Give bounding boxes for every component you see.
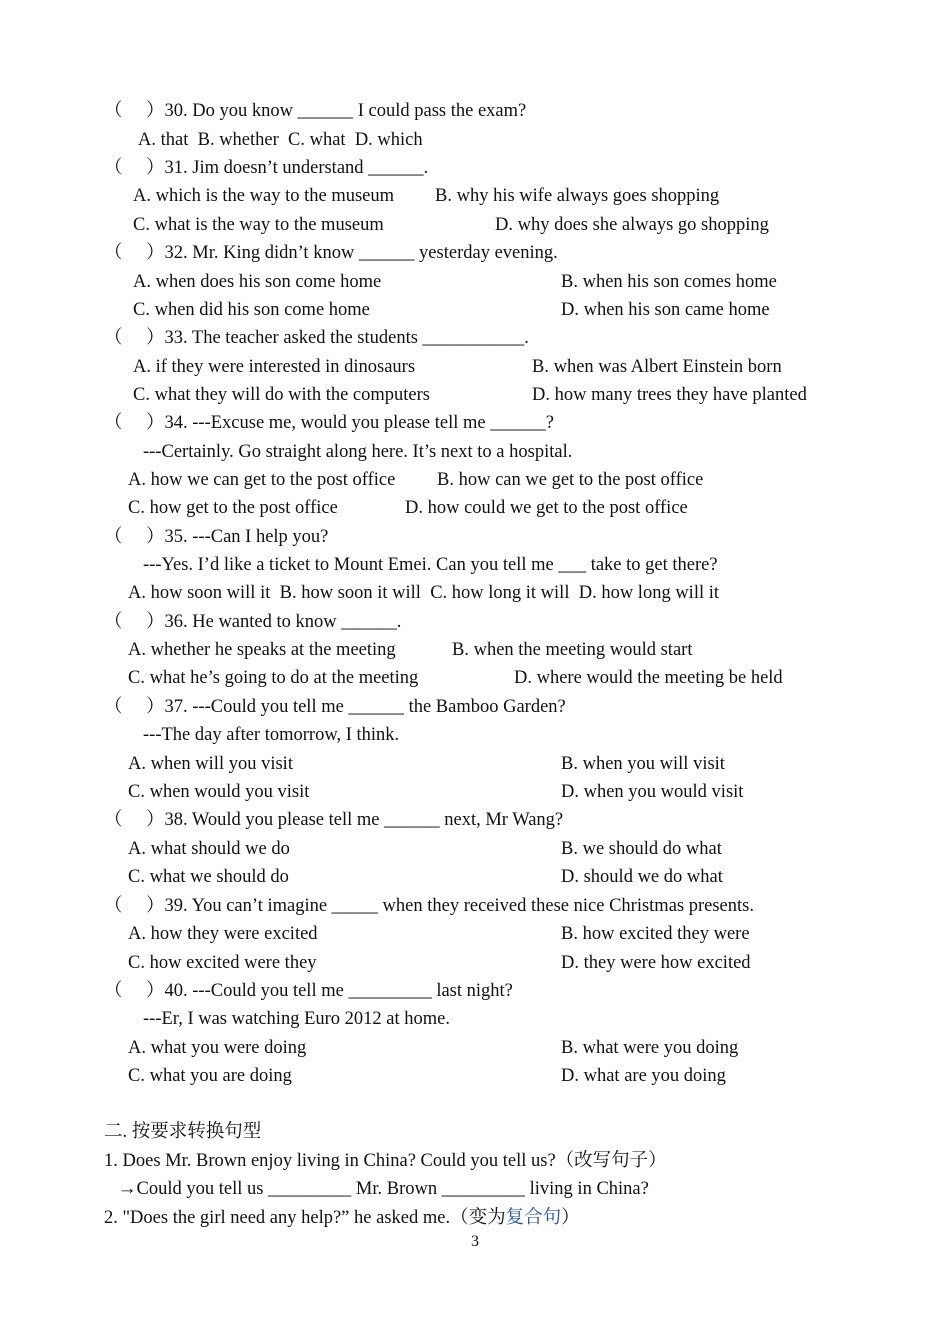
option-38-c: C. what we should do: [128, 867, 289, 887]
option-34-b: B. how can we get to the post office: [437, 470, 704, 490]
option-37-c: C. when would you visit: [128, 782, 310, 802]
question-30-options: A. that B. whether C. what D. which: [138, 130, 423, 150]
option-32-d: D. when his son came home: [561, 300, 770, 320]
option-33-c: C. what they will do with the computers: [133, 385, 430, 405]
option-33-b: B. when was Albert Einstein born: [532, 357, 782, 377]
question-37: （ ）37. ---Could you tell me ______ the Bamboo Garden?: [104, 697, 566, 717]
option-38-d: D. should we do what: [561, 867, 723, 887]
option-31-d: D. why does she always go shopping: [495, 215, 769, 235]
option-31-b: B. why his wife always goes shopping: [435, 186, 720, 206]
option-32-a: A. when does his son come home: [133, 272, 382, 292]
option-39-c: C. how excited were they: [128, 953, 317, 973]
option-34-d: D. how could we get to the post office: [405, 498, 688, 518]
option-39-b: B. how excited they were: [561, 924, 750, 944]
question-40: （ ）40. ---Could you tell me _________ last night?: [104, 981, 513, 1001]
option-37-d: D. when you would visit: [561, 782, 744, 802]
question-37-reply: ---The day after tomorrow, I think.: [143, 725, 400, 745]
page-number: 3: [471, 1233, 479, 1250]
option-38-b: B. we should do what: [561, 839, 722, 859]
option-36-b: B. when the meeting would start: [452, 640, 693, 660]
question-30: （ ）30. Do you know ______ I could pass the exam?: [104, 101, 527, 121]
option-31-a: A. which is the way to the museum: [133, 186, 395, 206]
compound-sentence-link[interactable]: 复合句: [505, 1208, 562, 1228]
option-32-b: B. when his son comes home: [561, 272, 777, 292]
question-40-reply: ---Er, I was watching Euro 2012 at home.: [143, 1009, 450, 1029]
option-33-a: A. if they were interested in dinosaurs: [133, 357, 416, 377]
section-heading: 二. 按要求转换句型: [104, 1122, 262, 1142]
question-31: （ ）31. Jim doesn’t understand ______.: [104, 158, 429, 178]
option-40-c: C. what you are doing: [128, 1066, 292, 1086]
option-40-d: D. what are you doing: [561, 1066, 726, 1086]
option-32-c: C. when did his son come home: [133, 300, 370, 320]
question-35: （ ）35. ---Can I help you?: [104, 527, 329, 547]
question-36: （ ）36. He wanted to know ______.: [104, 612, 402, 632]
question-32: （ ）32. Mr. King didn’t know ______ yesterday evening.: [104, 243, 558, 263]
option-34-c: C. how get to the post office: [128, 498, 338, 518]
option-37-b: B. when you will visit: [561, 754, 725, 774]
rewrite-item-2: 2. "Does the girl need any help?” he asked me.（变为复合句）: [104, 1208, 580, 1228]
rewrite-item-1: 1. Does Mr. Brown enjoy living in China? Could you tell us?（改写句子）: [104, 1151, 667, 1171]
question-34: （ ）34. ---Excuse me, would you please tell me ______?: [104, 413, 554, 433]
option-36-a: A. whether he speaks at the meeting: [128, 640, 396, 660]
option-40-b: B. what were you doing: [561, 1038, 739, 1058]
rewrite-item-1-answer: →Could you tell us _________ Mr. Brown _________ living in China?: [118, 1179, 649, 1199]
question-35-options: A. how soon will it B. how soon it will C. how long it will D. how long will it: [128, 583, 720, 603]
option-38-a: A. what should we do: [128, 839, 290, 859]
question-33: （ ）33. The teacher asked the students ___________.: [104, 328, 529, 348]
question-34-reply: ---Certainly. Go straight along here. It’s next to a hospital.: [143, 442, 573, 462]
option-33-d: D. how many trees they have planted: [532, 385, 807, 405]
option-36-d: D. where would the meeting be held: [514, 668, 783, 688]
question-38: （ ）38. Would you please tell me ______ next, Mr Wang?: [104, 810, 564, 830]
option-39-a: A. how they were excited: [128, 924, 318, 944]
option-39-d: D. they were how excited: [561, 953, 751, 973]
option-37-a: A. when will you visit: [128, 754, 293, 774]
question-35-reply: ---Yes. I’d like a ticket to Mount Emei. Can you tell me ___ take to get there?: [143, 555, 718, 575]
option-40-a: A. what you were doing: [128, 1038, 307, 1058]
option-36-c: C. what he’s going to do at the meeting: [128, 668, 419, 688]
option-34-a: A. how we can get to the post office: [128, 470, 396, 490]
option-31-c: C. what is the way to the museum: [133, 215, 384, 235]
question-39: （ ）39. You can’t imagine _____ when they received these nice Christmas presents.: [104, 896, 754, 916]
